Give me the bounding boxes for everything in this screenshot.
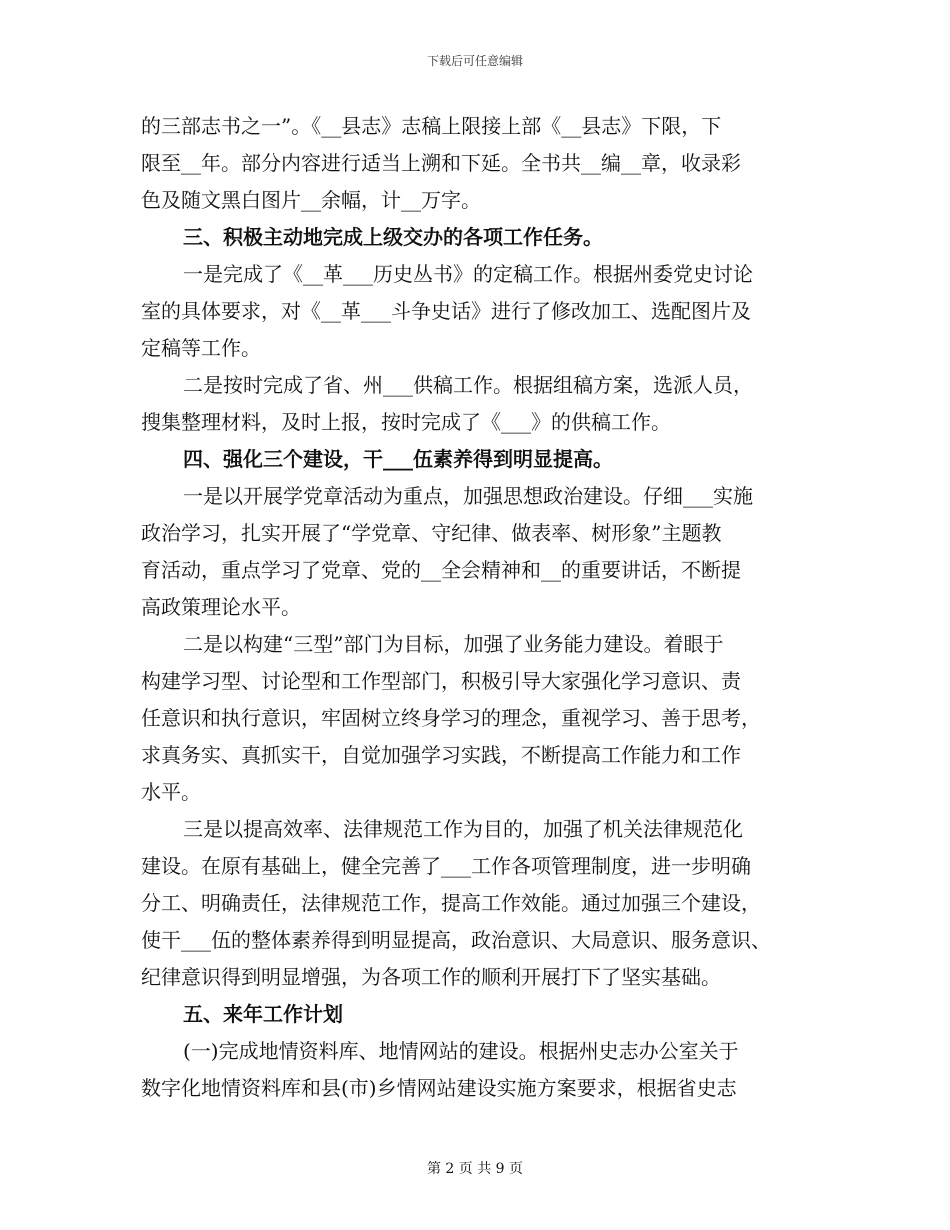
page-footer: 第 2 页 共 9 页	[426, 1161, 524, 1177]
body-line: 政治学习，扎实开展了“学党章、守纪律、做表率、树形象”主题教	[141, 521, 722, 545]
body-line: 室的具体要求，对《__革___斗争史话》进行了修改加工、选配图片及	[141, 299, 751, 323]
body-line: 分工、明确责任，法律规范工作，提高工作效能。通过加强三个建设，	[141, 891, 761, 915]
body-line: 二是以构建“三型”部门为目标，加强了业务能力建设。着眼于	[183, 632, 724, 656]
section-heading: 四、强化三个建设，干___伍素养得到明显提高。	[183, 447, 613, 471]
body-line: 构建学习型、讨论型和工作型部门，积极引导大家强化学习意识、责	[141, 669, 741, 693]
body-line: 一是完成了《__革___历史丛书》的定稿工作。根据州委党史讨论	[183, 262, 753, 286]
body-line: 的三部志书之一”。《__县志》志稿上限接上部《__县志》下限，下	[141, 114, 722, 138]
body-line: 定稿等工作。	[141, 336, 261, 360]
body-line: 色及随文黑白图片__余幅，计__万字。	[141, 188, 481, 212]
section-heading: 三、积极主动地完成上级交办的各项工作任务。	[183, 225, 603, 249]
body-line: (一)完成地情资料库、地情网站的建设。根据州史志办公室关于	[183, 1039, 739, 1063]
body-line: 二是按时完成了省、州___供稿工作。根据组稿方案，选派人员，	[183, 373, 753, 397]
body-line: 一是以开展学党章活动为重点，加强思想政治建设。仔细___实施	[183, 484, 753, 508]
body-line: 数字化地情资料库和县(市)乡情网站建设实施方案要求，根据省史志	[141, 1076, 737, 1100]
body-line: 使干___伍的整体素养得到明显提高，政治意识、大局意识、服务意识、	[141, 928, 771, 952]
body-line: 求真务实、真抓实干，自觉加强学习实践，不断提高工作能力和工作	[141, 743, 741, 767]
body-line: 育活动，重点学习了党章、党的__全会精神和__的重要讲话，不断提	[141, 558, 741, 582]
body-line: 三是以提高效率、法律规范工作为目的，加强了机关法律规范化	[183, 817, 743, 841]
body-line: 高政策理论水平。	[141, 595, 301, 619]
body-line: 搜集整理材料，及时上报，按时完成了《___》的供稿工作。	[141, 410, 671, 434]
section-heading: 五、来年工作计划	[183, 1002, 343, 1026]
page-header: 下载后可任意编辑	[426, 54, 523, 68]
body-line: 限至__年。部分内容进行适当上溯和下延。全书共__编__章，收录彩	[141, 151, 741, 175]
body-line: 水平。	[141, 780, 201, 804]
body-line: 建设。在原有基础上，健全完善了___工作各项管理制度，进一步明确	[141, 854, 751, 878]
body-line: 纪律意识得到明显增强，为各项工作的顺利开展打下了坚实基础。	[141, 965, 721, 989]
body-line: 任意识和执行意识，牢固树立终身学习的理念，重视学习、善于思考，	[141, 706, 761, 730]
